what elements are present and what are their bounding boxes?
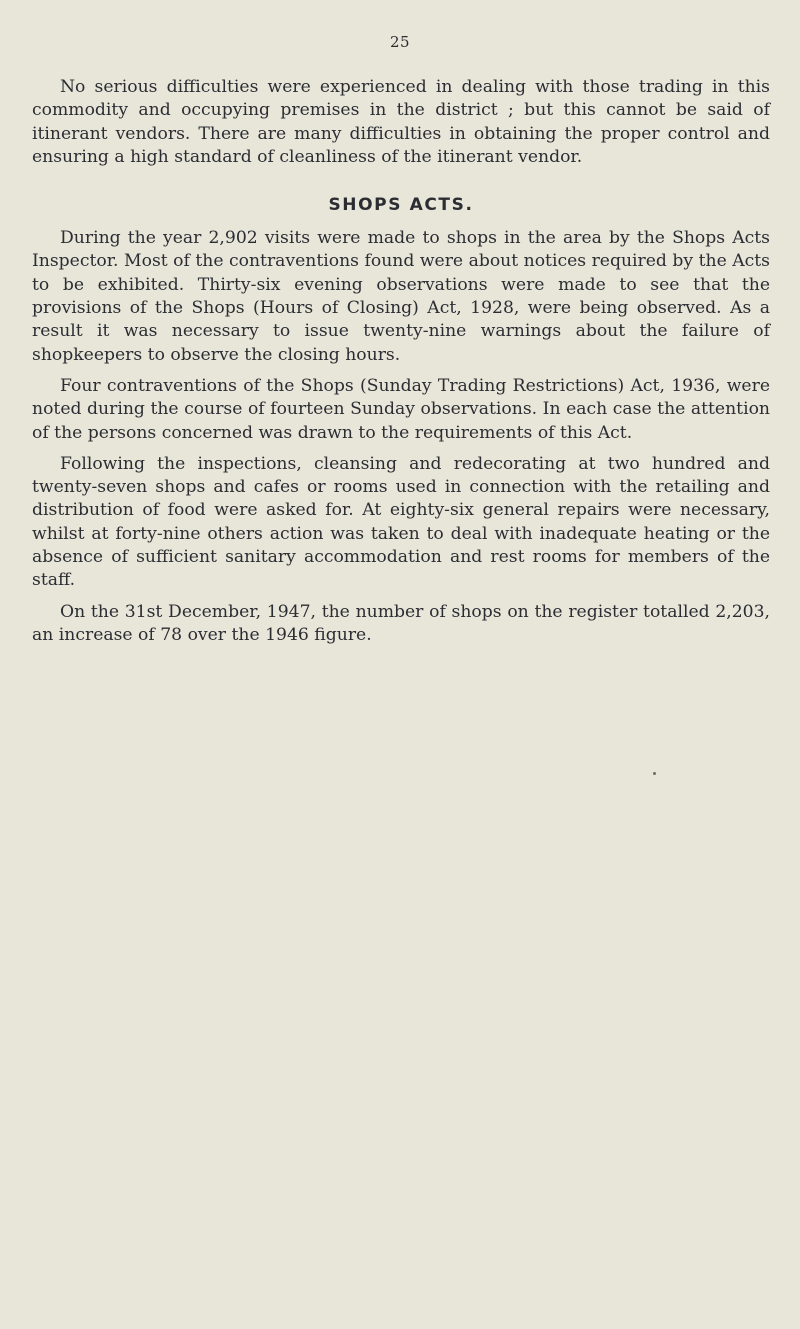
section-paragraph-4: On the 31st December, 1947, the number of shops on the register totalled 2,203, an increase of 78 over the 1946 figure. [32, 601, 770, 645]
ink-speck [653, 772, 656, 775]
section-paragraph-2: Four contraventions of the Shops (Sunday Trading Restrictions) Act, 1936, were noted during the course of fourteen Sunday observations. In each case the attention of the persons concerned was drawn to the requirements of this Act. [32, 375, 770, 443]
section-heading: SHOPS ACTS. [328, 195, 474, 216]
section-paragraph-1: During the year 2,902 visits were made to shops in the area by the Shops Acts Inspector. Most of the contraventions found were about notices required by the Acts to be exhibited. Thirty-six evening observations were made to see that the provisions of the Shops (Hours of Closing) Act, 1928, were being observed. As a result it was necessary to issue twenty-nine warnings about the failure of shopkeepers to observe the closing hours. [32, 228, 770, 365]
page-number: 25 [389, 33, 411, 51]
intro-paragraph: No serious difficulties were experienced in dealing with those trading in this commodity and occupying premises in the district ; but this cannot be said of itinerant vendors. There are many difficulties in obtaining the proper control and ensuring a high standard of cleanliness of the itinerant vendor. [32, 77, 770, 167]
section-paragraph-3: Following the inspections, cleansing and redecorating at two hundred and twenty-seven shops and cafes or rooms used in connection with the retailing and distribution of food were asked for. At eighty-six general repairs were necessary, whilst at forty-nine others action was taken to deal with inadequate heating or the absence of sufficient sanitary accommodation and rest rooms for members of the staff. [32, 453, 770, 591]
page-content [32, 76, 770, 647]
